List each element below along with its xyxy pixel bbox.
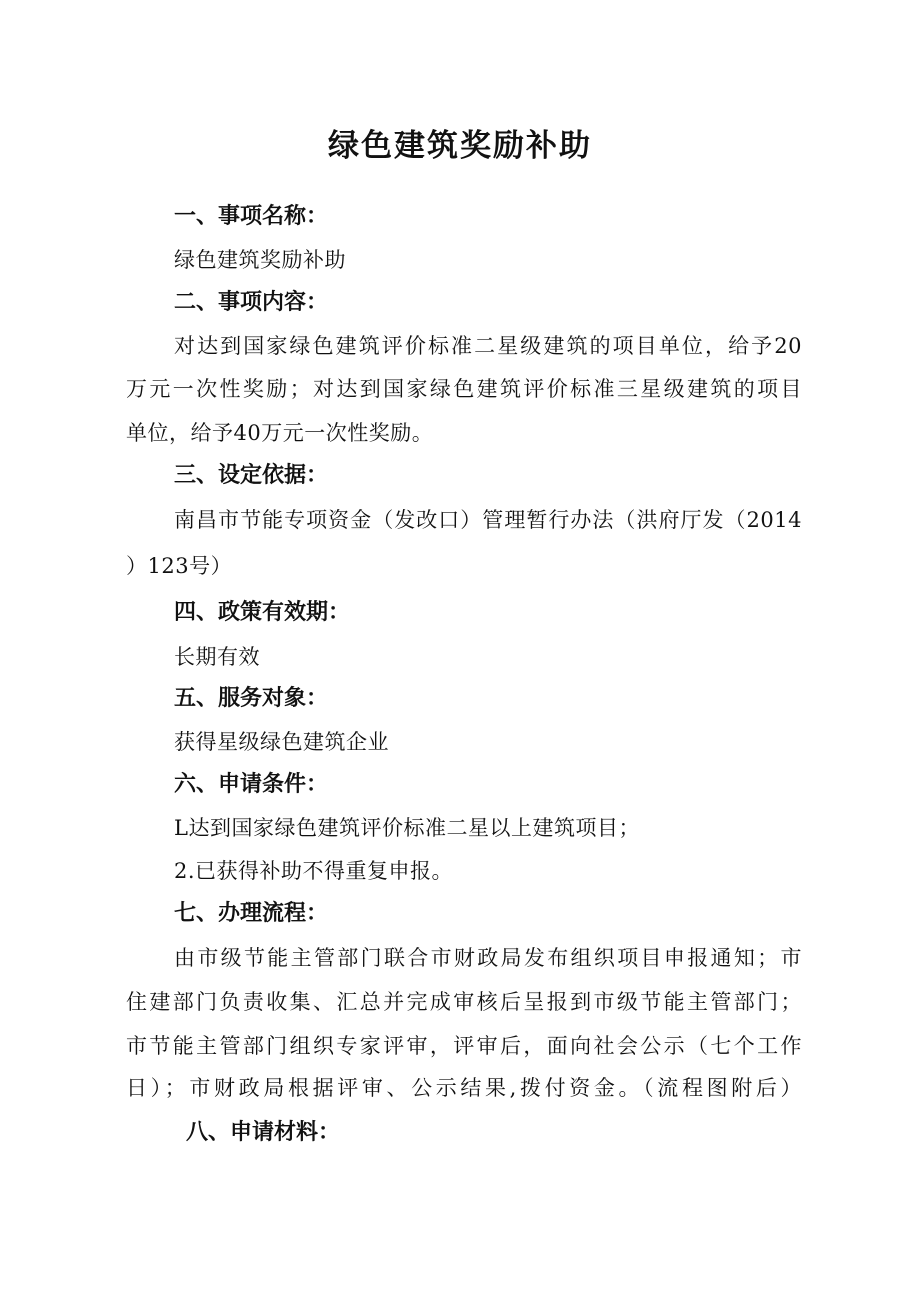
document-title: 绿色建筑奖励补助 <box>328 128 592 164</box>
section-text-process-line-3: 市节能主管部门组织专家评审，评审后，面向社会公示（七个工作 <box>126 1034 802 1058</box>
section-text-item-content-line-3: 单位，给予40万元一次性奖励。 <box>126 421 434 445</box>
section-heading-service-target: 五、服务对象： <box>174 686 329 711</box>
section-text-validity: 长期有效 <box>174 645 260 669</box>
section-text-process-line-2: 住建部门负责收集、汇总并完成审核后呈报到市级节能主管部门； <box>126 990 802 1014</box>
section-text-conditions-line-2: 2.已获得补助不得重复申报。 <box>174 859 454 883</box>
section-text-conditions-line-1: L达到国家绿色建筑评价标准二星以上建筑项目； <box>174 816 640 840</box>
section-text-process-line-1: 由市级节能主管部门联合市财政局发布组织项目申报通知；市 <box>174 946 802 970</box>
section-heading-validity: 四、政策有效期： <box>174 600 351 625</box>
section-heading-item-content: 二、事项内容： <box>174 290 329 315</box>
section-heading-item-name: 一、事项名称： <box>174 204 329 229</box>
section-heading-legal-basis: 三、设定依据： <box>174 463 329 488</box>
section-heading-materials: 八、申请材料： <box>186 1120 341 1145</box>
section-heading-process: 七、办理流程： <box>174 901 329 926</box>
section-heading-conditions: 六、申请条件： <box>174 772 329 797</box>
section-text-legal-basis-line-1: 南昌市节能专项资金（发改口）管理暂行办法（洪府厅发（2014 <box>174 508 802 532</box>
section-text-legal-basis-line-2: ）123号） <box>126 554 233 578</box>
section-text-item-content-line-1: 对达到国家绿色建筑评价标准二星级建筑的项目单位，给予20 <box>174 334 802 358</box>
section-text-item-name: 绿色建筑奖励补助 <box>174 248 346 272</box>
section-text-item-content-line-2: 万元一次性奖励；对达到国家绿色建筑评价标准三星级建筑的项目 <box>126 377 802 401</box>
section-text-service-target: 获得星级绿色建筑企业 <box>174 730 389 754</box>
section-text-process-line-4: 日）；市财政局根据评审、公示结果,拨付资金。（流程图附后） <box>126 1076 802 1100</box>
